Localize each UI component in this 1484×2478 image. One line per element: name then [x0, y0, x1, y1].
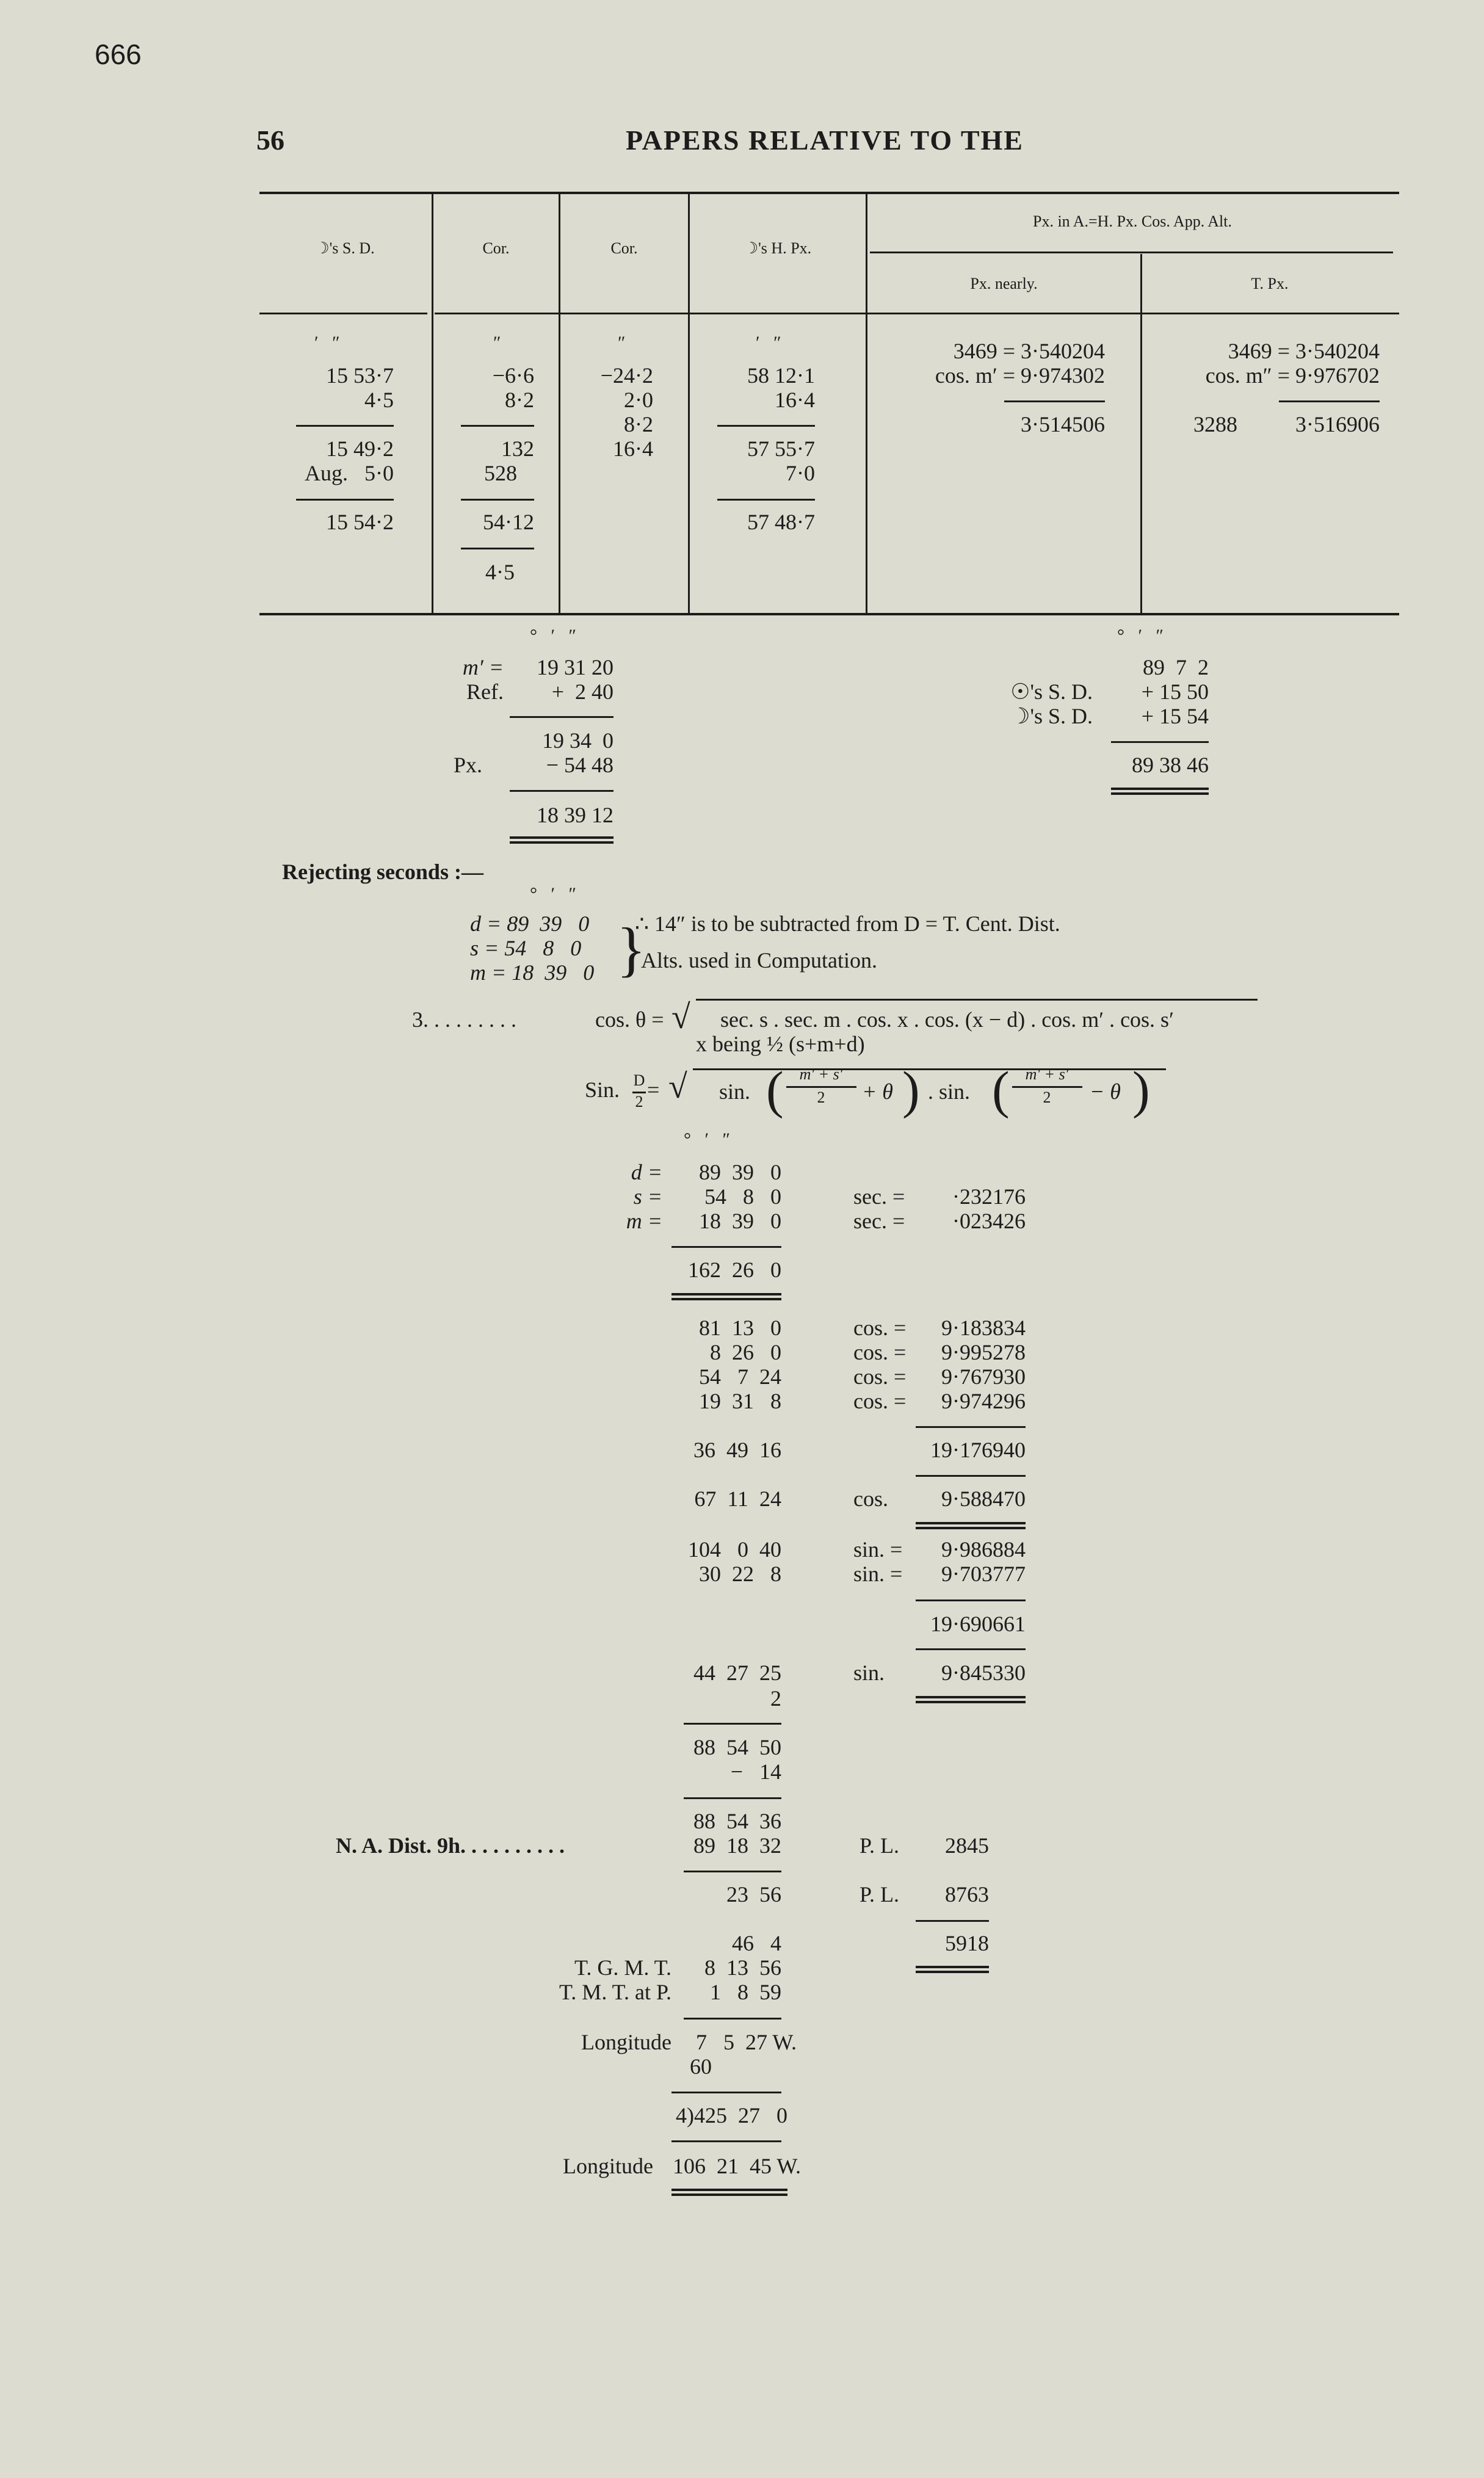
unit-marker: ° ′ ″ [530, 884, 577, 904]
pl-value: 5918 [945, 1931, 989, 1955]
double-rule [916, 1966, 989, 1973]
double-rule [1111, 788, 1209, 795]
cor-value: 8·2 [624, 412, 653, 437]
sum-rule [510, 790, 614, 792]
sum-rule [684, 2018, 781, 2020]
sum-rule [671, 2140, 781, 2142]
comp-label: d = [631, 1160, 662, 1184]
sd-value: 15 53·7 [326, 363, 394, 388]
table-header-rule [435, 313, 1399, 314]
comp-value: 36 49 16 [693, 1438, 781, 1462]
alt-value: 89 38 46 [1132, 753, 1209, 777]
sum-rule [671, 1246, 781, 1248]
hpx-value: 58 12·1 [747, 363, 815, 388]
section-heading: Rejecting seconds :— [282, 860, 483, 884]
alt-label: ☽'s S. D. [1010, 704, 1093, 728]
sum-rule [916, 1648, 1026, 1650]
sin-word: sin. [719, 1079, 751, 1104]
comp-log: ·232176 [952, 1184, 1026, 1209]
formula-lhs: cos. θ = [595, 1007, 664, 1032]
cor-value: −6·6 [492, 363, 534, 388]
sd-value: 15 49·2 [326, 437, 394, 461]
comp-value: − 14 [730, 1759, 781, 1784]
comp-value: 44 27 25 [693, 1661, 781, 1685]
sum-rule [1004, 400, 1105, 402]
comp-fn: sin. [853, 1661, 885, 1685]
sum-rule [916, 1920, 989, 1922]
frac-bar [1012, 1086, 1082, 1088]
col-divider [1140, 254, 1142, 613]
frac-denominator: 2 [635, 1093, 643, 1110]
comp-log: 9·845330 [941, 1661, 1026, 1685]
pl-label: P. L. [860, 1833, 900, 1858]
comp-sum: 162 26 0 [688, 1258, 781, 1282]
page-title: PAPERS RELATIVE TO THE [626, 125, 1024, 156]
unit-marker: ″ [618, 333, 626, 353]
alt-value: 89 7 2 [1143, 655, 1209, 679]
alt-label: Ref. [466, 679, 504, 704]
pl-value: 2845 [945, 1833, 989, 1858]
comp-label: m = [626, 1209, 662, 1233]
comp-fn: cos. = [853, 1340, 907, 1364]
double-rule [510, 836, 614, 844]
cor-value: 528 [484, 461, 517, 485]
page-number: 56 [256, 125, 284, 156]
paren-close: ) [902, 1060, 920, 1119]
table-top-rule [259, 192, 1399, 194]
header-t-px: T. Px. [1251, 275, 1289, 292]
comp-value: 88 54 36 [693, 1809, 781, 1833]
alt-label: m′ = [462, 655, 504, 679]
comp-value: 23 56 [726, 1882, 781, 1907]
alt-value: + 2 40 [551, 679, 614, 704]
cor-value: 132 [501, 437, 534, 461]
sd-value: Aug. 5·0 [305, 461, 394, 485]
comp-value: 1 8 59 [710, 1980, 781, 2004]
sum-rule [461, 499, 534, 501]
px-group-rule [870, 252, 1393, 253]
cor-value: 8·2 [505, 388, 534, 412]
comp-value: 104 0 40 [688, 1537, 781, 1562]
double-rule [916, 1522, 1026, 1529]
pl-value: 8763 [945, 1882, 989, 1907]
frac-numerator: D [633, 1071, 645, 1089]
comp-value: 18 39 0 [699, 1209, 781, 1233]
sin-lhs: Sin. [585, 1078, 620, 1102]
sin-word: . sin. [928, 1079, 971, 1104]
alt-value: + 15 54 [1141, 704, 1209, 728]
cor-value: 54·12 [483, 510, 534, 534]
sum-rule [684, 1797, 781, 1799]
folio-number: 666 [95, 38, 142, 70]
comp-log: 19·690661 [930, 1612, 1026, 1636]
hpx-value: 57 48·7 [747, 510, 815, 534]
sqrt-sign: √ [671, 998, 690, 1036]
equals-sign: = [647, 1078, 660, 1102]
sd-value: 15 54·2 [326, 510, 394, 534]
sum-rule [296, 425, 394, 427]
comp-log: 19·176940 [930, 1438, 1026, 1462]
comp-fn: sec. = [853, 1209, 905, 1233]
header-px-nearly: Px. nearly. [970, 275, 1038, 292]
sqrt-sign: √ [668, 1068, 687, 1106]
unit-marker: ″ [493, 333, 501, 353]
comp-log: 9·995278 [941, 1340, 1026, 1364]
comp-log: 9·974296 [941, 1389, 1026, 1413]
alt-value: + 15 50 [1141, 679, 1209, 704]
comp-value: 88 54 50 [693, 1735, 781, 1759]
sum-rule [1111, 741, 1209, 743]
double-rule [671, 2189, 787, 2196]
comp-value: 67 11 24 [694, 1487, 781, 1511]
radical-bar [693, 1068, 1166, 1070]
hpx-value: 7·0 [786, 461, 815, 485]
comp-log: 9·183834 [941, 1316, 1026, 1340]
longitude-final: 106 21 45 W. [673, 2154, 802, 2178]
rejecting-note: ∴ 14″ is to be subtracted from D = T. Cent. Dist. [635, 911, 1060, 936]
unit-marker: ° ′ ″ [1117, 626, 1164, 646]
comp-label: s = [633, 1184, 662, 1209]
comp-log: 9·767930 [941, 1364, 1026, 1389]
comp-value: 4)425 27 0 [676, 2103, 787, 2128]
comp-fn: cos. [853, 1487, 888, 1511]
frac-numerator: m′ + s′ [1025, 1065, 1069, 1083]
formula-x-being: x being ½ (s+m+d) [696, 1032, 865, 1056]
longitude-label: Longitude [563, 2154, 653, 2178]
alt-value: 19 31 20 [537, 655, 614, 679]
frac-denominator: 2 [1043, 1089, 1051, 1106]
sum-rule [684, 1723, 781, 1725]
sum-rule [916, 1426, 1026, 1428]
hpx-value: 16·4 [775, 388, 815, 412]
table-bottom-rule [259, 613, 1399, 615]
formula-number: 3. . . . . . . . . [412, 1007, 516, 1032]
frac-bar [786, 1086, 856, 1088]
paren-close: ) [1132, 1060, 1150, 1119]
comp-log: 9·703777 [941, 1562, 1026, 1586]
unit-marker: ′ ″ [756, 333, 781, 353]
sum-rule [296, 499, 394, 501]
header-cor-2: Cor. [610, 239, 638, 257]
double-rule [916, 1696, 1026, 1703]
alts-note: Alts. used in Computation. [641, 948, 877, 973]
comp-fn: cos. = [853, 1389, 907, 1413]
comp-fn: cos. = [853, 1364, 907, 1389]
comp-log: 9·588470 [941, 1487, 1026, 1511]
comp-log: ·023426 [952, 1209, 1026, 1233]
header-hpx: ☽'s H. Px. [744, 239, 812, 257]
tgmt-label: T. G. M. T. [574, 1955, 671, 1980]
brace: } [617, 915, 646, 983]
paren-open: ( [992, 1060, 1010, 1119]
sum-rule [461, 425, 534, 427]
frac-denominator: 2 [817, 1089, 825, 1106]
double-rule [671, 1293, 781, 1300]
comp-fn: sec. = [853, 1184, 905, 1209]
unit-marker: ° ′ ″ [684, 1129, 731, 1150]
pl-label: P. L. [860, 1882, 900, 1907]
sum-rule [916, 1599, 1026, 1601]
na-dist-label: N. A. Dist. 9h. . . . . . . . . . [336, 1833, 565, 1858]
comp-value: 8 26 0 [710, 1340, 781, 1364]
alt-label: Px. [453, 753, 482, 777]
plus-theta: + θ [862, 1079, 893, 1104]
comp-fn: sin. = [853, 1537, 903, 1562]
radical-bar [696, 999, 1258, 1001]
cor-value: 2·0 [624, 388, 653, 412]
sum-rule [510, 716, 614, 718]
header-px-group: Px. in A.=H. Px. Cos. App. Alt. [1032, 212, 1232, 230]
sum-rule [717, 425, 815, 427]
formula-rhs: sec. s . sec. m . cos. x . cos. (x − d) . cos. m′ . cos. s′ [720, 1007, 1174, 1032]
hpx-value: 57 55·7 [747, 437, 815, 461]
sd-value: 4·5 [364, 388, 394, 412]
comp-value: 89 18 32 [693, 1833, 781, 1858]
comp-value: 89 39 0 [699, 1160, 781, 1184]
px-nearly-value: 3·514506 [1021, 412, 1105, 437]
comp-log: 9·986884 [941, 1537, 1026, 1562]
rejecting-d: d = 89 39 0 [470, 911, 590, 936]
sum-rule [916, 1475, 1026, 1477]
alt-value: − 54 48 [546, 753, 614, 777]
sum-rule [1279, 400, 1380, 402]
comp-value: 46 4 [732, 1931, 781, 1955]
cor-value: 4·5 [485, 560, 515, 584]
comp-fn: sin. = [853, 1562, 903, 1586]
header-sd: ☽'s S. D. [315, 239, 375, 257]
comp-value: 30 22 8 [699, 1562, 781, 1586]
comp-value: 19 31 8 [699, 1389, 781, 1413]
sum-rule [717, 499, 815, 501]
rejecting-m: m = 18 39 0 [470, 960, 595, 985]
sum-rule [461, 548, 534, 549]
px-nearly-value: cos. m′ = 9·974302 [935, 363, 1105, 388]
comp-value: 8 13 56 [704, 1955, 781, 1980]
longitude-label: Longitude [581, 2030, 671, 2054]
rejecting-s: s = 54 8 0 [470, 936, 582, 960]
col-divider [866, 194, 867, 613]
comp-fn: cos. = [853, 1316, 907, 1340]
comp-value: 81 13 0 [699, 1316, 781, 1340]
sum-rule [684, 1871, 781, 1872]
sum-rule [671, 2092, 781, 2093]
tpx-value: 3288 [1193, 412, 1237, 437]
alt-value: 19 34 0 [542, 728, 614, 753]
tpx-value: 3·516906 [1295, 412, 1380, 437]
frac-numerator: m′ + s′ [799, 1065, 843, 1083]
minus-theta: − θ [1090, 1079, 1121, 1104]
comp-value: 60 [690, 2054, 712, 2079]
unit-marker: ° ′ ″ [530, 626, 577, 646]
comp-value: 2 [770, 1686, 781, 1711]
longitude-value: 7 5 27 W. [696, 2030, 797, 2054]
alt-value: 18 39 12 [537, 803, 614, 827]
tmt-label: T. M. T. at P. [559, 1980, 671, 2004]
header-cor-1: Cor. [482, 239, 510, 257]
table-header-rule [259, 313, 427, 314]
comp-value: 54 7 24 [699, 1364, 781, 1389]
cor-value: −24·2 [600, 363, 653, 388]
cor-value: 16·4 [613, 437, 653, 461]
px-nearly-value: 3469 = 3·540204 [953, 339, 1105, 363]
unit-marker: ′ ″ [314, 333, 340, 353]
alt-label: ☉'s S. D. [1010, 679, 1093, 704]
tpx-value: 3469 = 3·540204 [1228, 339, 1380, 363]
paren-open: ( [766, 1060, 784, 1119]
comp-value: 54 8 0 [704, 1184, 781, 1209]
tpx-value: cos. m″ = 9·976702 [1205, 363, 1380, 388]
